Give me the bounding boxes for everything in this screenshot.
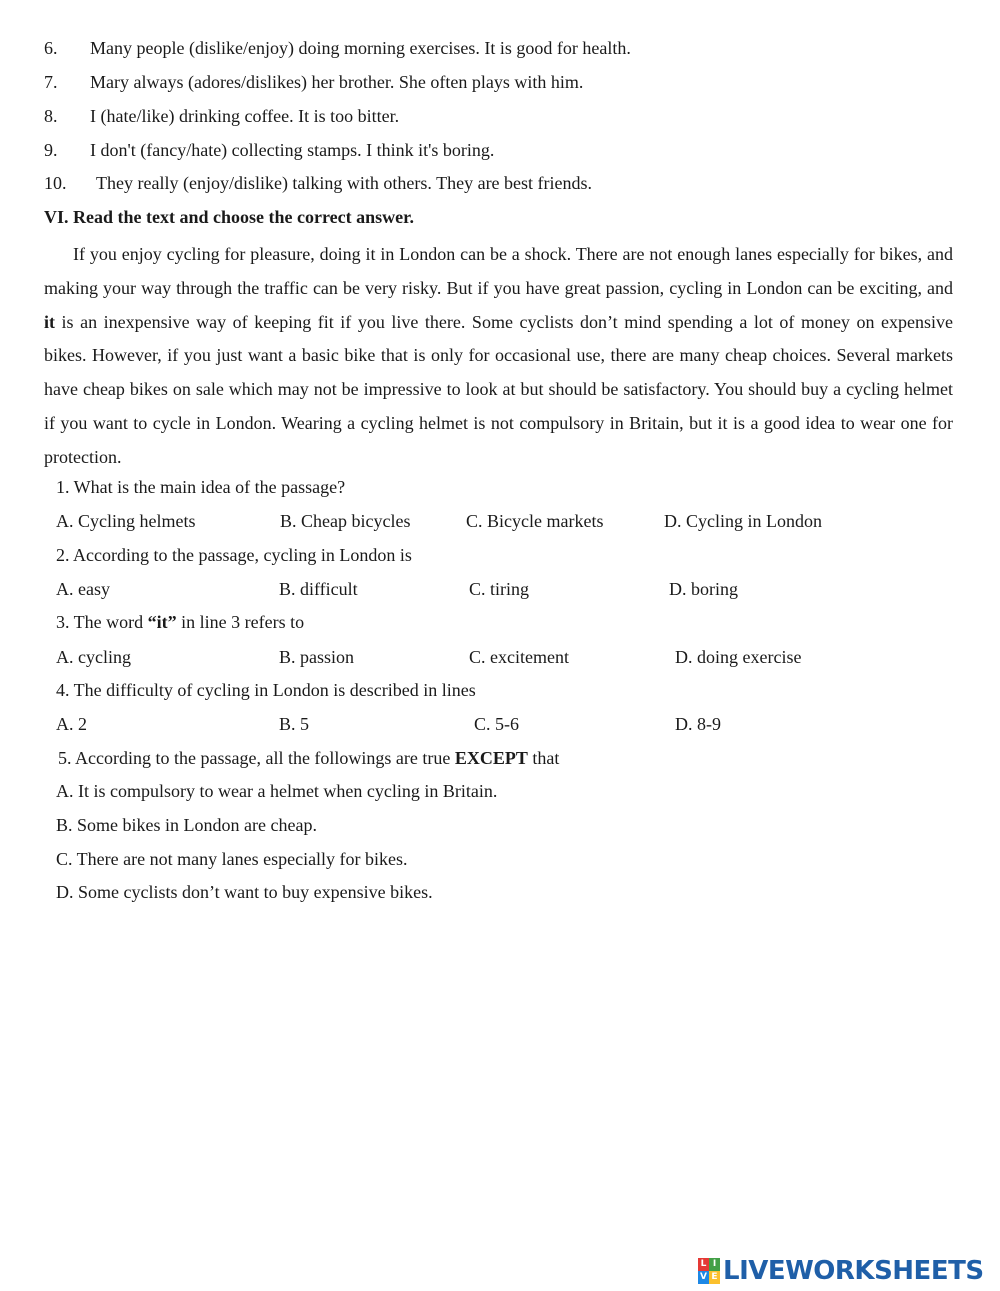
q4-option-d: D. 8-9 (675, 714, 721, 734)
logo-text: LIVEWORKSHEETS (723, 1256, 984, 1286)
q5-text-before: 5. According to the passage, all the followings are true (58, 748, 455, 768)
question-3 (56, 611, 304, 633)
q2-option-b: B. difficult (279, 579, 358, 599)
logo-mark-letter: L (698, 1258, 709, 1271)
item-text: Many people (dislike/enjoy) doing morning exercises. It is good for health. (90, 38, 631, 58)
q3-text-before: 3. The word (56, 612, 148, 632)
q5-option-d: D. Some cyclists don’t want to buy expensive bikes. (56, 882, 433, 902)
q5-option-a: A. It is compulsory to wear a helmet when cycling in Britain. (56, 781, 498, 801)
passage-text-part2: is an inexpensive way of keeping fit if you live there. Some cyclists don’t mind spending a lot of money on expensive bikes. However, if you just want a basic bike that is only for occasional use, there are many cheap choices. Several markets have cheap bikes on sale which may not be impressive to look at but should be satisfactory. You should buy a cycling helmet if you want to cycle in London. Wearing a cycling helmet is not compulsory in Britain, but it is a good idea to wear one for protection. (44, 311, 953, 467)
q1-option-b: B. Cheap bicycles (280, 511, 411, 531)
q4-option-a: A. 2 (56, 714, 87, 734)
q2-option-d: D. boring (669, 579, 738, 599)
item-number: 10. (44, 173, 67, 193)
q3-quoted-word: “it” (147, 612, 177, 632)
logo-mark-letter: V (698, 1271, 709, 1284)
q5-except-word: EXCEPT (454, 748, 528, 768)
item-number: 6. (44, 38, 58, 58)
item-text: Mary always (adores/dislikes) her brother. She often plays with him. (90, 72, 584, 92)
liveworksheets-logo (698, 1256, 984, 1286)
question-2: 2. According to the passage, cycling in London is (56, 545, 412, 565)
q1-option-d: D. Cycling in London (664, 511, 822, 531)
item-number: 8. (44, 106, 58, 126)
question-1: 1. What is the main idea of the passage? (56, 477, 346, 497)
item-number: 9. (44, 140, 58, 160)
q3-option-a: A. cycling (56, 647, 131, 667)
q1-option-c: C. Bicycle markets (466, 511, 604, 531)
item-text: I don't (fancy/hate) collecting stamps. I think it's boring. (90, 140, 495, 160)
q5-text-after: that (527, 748, 560, 768)
passage-text-part1: If you enjoy cycling for pleasure, doing it in London can be a shock. There are not enough lanes especially for bikes, and making your way through the traffic can be very risky. But if you have great passion, cycling in London can be exciting, and (44, 244, 953, 298)
q1-option-a: A. Cycling helmets (56, 511, 196, 531)
q4-option-c: C. 5-6 (474, 714, 519, 734)
q2-option-c: C. tiring (469, 579, 530, 599)
q5-option-b: B. Some bikes in London are cheap. (56, 815, 317, 835)
item-number: 7. (44, 72, 58, 92)
q4-option-b: B. 5 (279, 714, 310, 734)
q3-text-after: in line 3 refers to (176, 612, 305, 632)
logo-mark-letter: E (709, 1271, 720, 1284)
q3-option-c: C. excitement (469, 647, 569, 667)
reading-passage (44, 238, 953, 475)
logo-mark-letter: I (709, 1258, 720, 1271)
q2-option-a: A. easy (56, 579, 110, 599)
passage-bold-word: it (44, 311, 55, 332)
section-heading: VI. Read the text and choose the correct answer. (44, 207, 414, 227)
item-text: I (hate/like) drinking coffee. It is too bitter. (90, 106, 400, 126)
item-text: They really (enjoy/dislike) talking with others. They are best friends. (96, 173, 593, 193)
logo-mark-icon (698, 1258, 720, 1284)
q5-option-c: C. There are not many lanes especially for bikes. (56, 849, 408, 869)
question-5 (58, 747, 559, 769)
q3-option-d: D. doing exercise (675, 647, 802, 667)
question-4: 4. The difficulty of cycling in London is described in lines (56, 680, 476, 700)
q3-option-b: B. passion (279, 647, 355, 667)
